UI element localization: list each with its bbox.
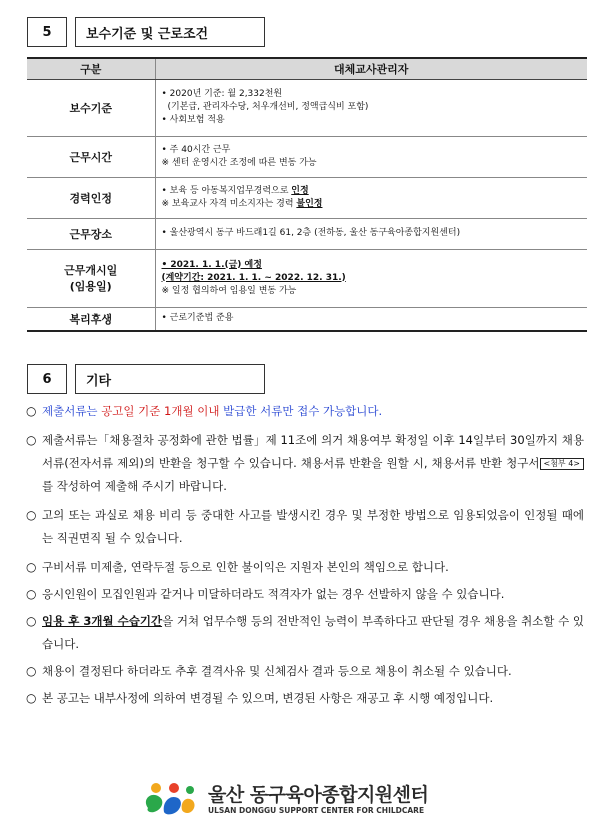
note-highlight: 공고일 기준 1개월 이내 <box>101 404 220 418</box>
hours-line: • 주 40시간 근무 <box>161 144 231 155</box>
table-row <box>27 177 587 218</box>
conditions-table <box>27 57 587 332</box>
note-text: 응시인원이 모집인원과 같거나 미달하더라도 적격자가 없는 경우 선발하지 않을 수 있습니다. <box>42 587 505 601</box>
center-logo-icon <box>140 778 202 818</box>
career-text: ※ 보육교사 자격 미소지자는 경력 <box>161 198 297 209</box>
row-label-welfare: 복리후생 <box>27 307 155 331</box>
header-category: 구분 <box>27 58 155 79</box>
notes-list <box>26 400 584 710</box>
circle-bullet-icon: ○ <box>26 664 37 678</box>
pay-line: (기본급, 관리자수당, 처우개선비, 정액급식비 포함) <box>167 102 369 112</box>
header-position: 대체교사관리자 <box>155 58 587 79</box>
attachment-tag: <첨부 4> <box>540 458 585 470</box>
row-value-hours <box>155 136 587 177</box>
list-item <box>26 660 584 683</box>
row-label-career: 경력인정 <box>27 177 155 218</box>
list-item <box>26 504 584 550</box>
list-item <box>26 400 584 423</box>
start-date: • 2021. 1. 1.(금) 예정 <box>161 259 262 270</box>
note-part: 를 작성하여 제출해 주시기 바랍니다. <box>42 479 227 493</box>
footer-logo <box>140 778 460 818</box>
circle-bullet-icon: ○ <box>26 433 37 447</box>
table-row <box>27 249 587 307</box>
list-item <box>26 610 584 656</box>
career-recognized: 인정 <box>291 185 309 196</box>
section-number: 5 <box>27 17 67 47</box>
row-value-pay <box>155 79 587 136</box>
career-line <box>162 185 582 198</box>
note-text <box>42 610 584 656</box>
note-text: 채용이 결정된다 하더라도 추후 결격사유 및 신체검사 결과 등으로 채용이 취소될 수 있습니다. <box>42 664 512 678</box>
hours-line: ※ 센터 운영시간 조정에 따른 변동 가능 <box>161 157 317 168</box>
note-part: 발급한 서류만 접수 가능합니다. <box>219 404 383 418</box>
table-header-row <box>27 58 587 79</box>
row-value-start <box>155 249 587 307</box>
section-number: 6 <box>27 364 67 394</box>
note-part: 제출서류는 <box>42 404 102 418</box>
section-6-header <box>27 364 265 394</box>
circle-bullet-icon: ○ <box>26 404 37 418</box>
note-text <box>42 400 584 423</box>
section-title: 기타 <box>75 364 265 394</box>
list-item <box>26 687 584 710</box>
start-note: ※ 일정 협의하여 임용일 변동 가능 <box>161 285 297 296</box>
row-label-start <box>27 249 155 307</box>
list-item <box>26 556 584 579</box>
row-label-place: 근무장소 <box>27 218 155 249</box>
section-5-header <box>27 17 265 47</box>
row-value-welfare: • 근로기준법 준용 <box>155 307 587 331</box>
circle-bullet-icon: ○ <box>26 614 37 628</box>
career-line <box>162 198 582 211</box>
career-text: • 보육 등 아동복지업무경력으로 <box>161 185 292 196</box>
career-not-recognized: 불인정 <box>296 198 323 209</box>
start-label: 근무개시일 <box>64 264 118 277</box>
probation-highlight: 임용 후 3개월 수습기간 <box>42 614 163 628</box>
circle-bullet-icon: ○ <box>26 691 37 705</box>
note-part: 을 거쳐 업무수행 등의 전반적인 능력이 부족하다고 판단될 경우 채용을 취소할 수 있습니다. <box>42 614 584 651</box>
note-part: 제출서류는「채용절차 공정화에 관한 법률」제 11조에 의거 채용여부 확정일 이후 14일부터 30일까지 채용서류(전자서류 제외)의 반환을 청구할 수 있습니다. 채용서류 반환을 원할 시, 채용서류 반환 청구서 <box>42 433 584 470</box>
row-label-hours: 근무시간 <box>27 136 155 177</box>
circle-bullet-icon: ○ <box>26 587 37 601</box>
pay-line: • 사회보험 적용 <box>161 115 225 125</box>
note-text: 구비서류 미제출, 연락두절 등으로 인한 불이익은 지원자 본인의 책임으로 합니다. <box>42 560 449 574</box>
note-text: 고의 또는 과실로 채용 비리 등 중대한 사고를 발생시킨 경우 및 부정한 방법으로 임용되었음이 인정될 때에는 직권면직 될 수 있습니다. <box>42 508 584 545</box>
note-text: 본 공고는 내부사정에 의하여 변경될 수 있으며, 변경된 사항은 재공고 후 시행 예정입니다. <box>42 691 494 705</box>
center-name: 울산 동구육아종합지원센터 <box>208 784 429 806</box>
row-value-career <box>155 177 587 218</box>
circle-bullet-icon: ○ <box>26 508 37 522</box>
contract-period: (계약기간: 2021. 1. 1. ~ 2022. 12. 31.) <box>161 272 346 283</box>
table-row <box>27 307 587 331</box>
section-title: 보수기준 및 근로조건 <box>75 17 265 47</box>
list-item <box>26 583 584 606</box>
table-row <box>27 136 587 177</box>
start-label-sub: (임용일) <box>69 280 112 293</box>
table-row <box>27 79 587 136</box>
table-row <box>27 218 587 249</box>
row-label-pay: 보수기준 <box>27 79 155 136</box>
pay-line: • 2020년 기준: 월 2,332천원 <box>161 89 283 99</box>
list-item <box>26 429 584 498</box>
circle-bullet-icon: ○ <box>26 560 37 574</box>
row-value-place: • 울산광역시 동구 바드래1길 61, 2층 (전하동, 울산 동구육아종합지원센터) <box>155 218 587 249</box>
center-english-name: ULSAN DONGGU SUPPORT CENTER FOR CHILDCARE <box>208 806 425 815</box>
note-text <box>42 429 584 498</box>
